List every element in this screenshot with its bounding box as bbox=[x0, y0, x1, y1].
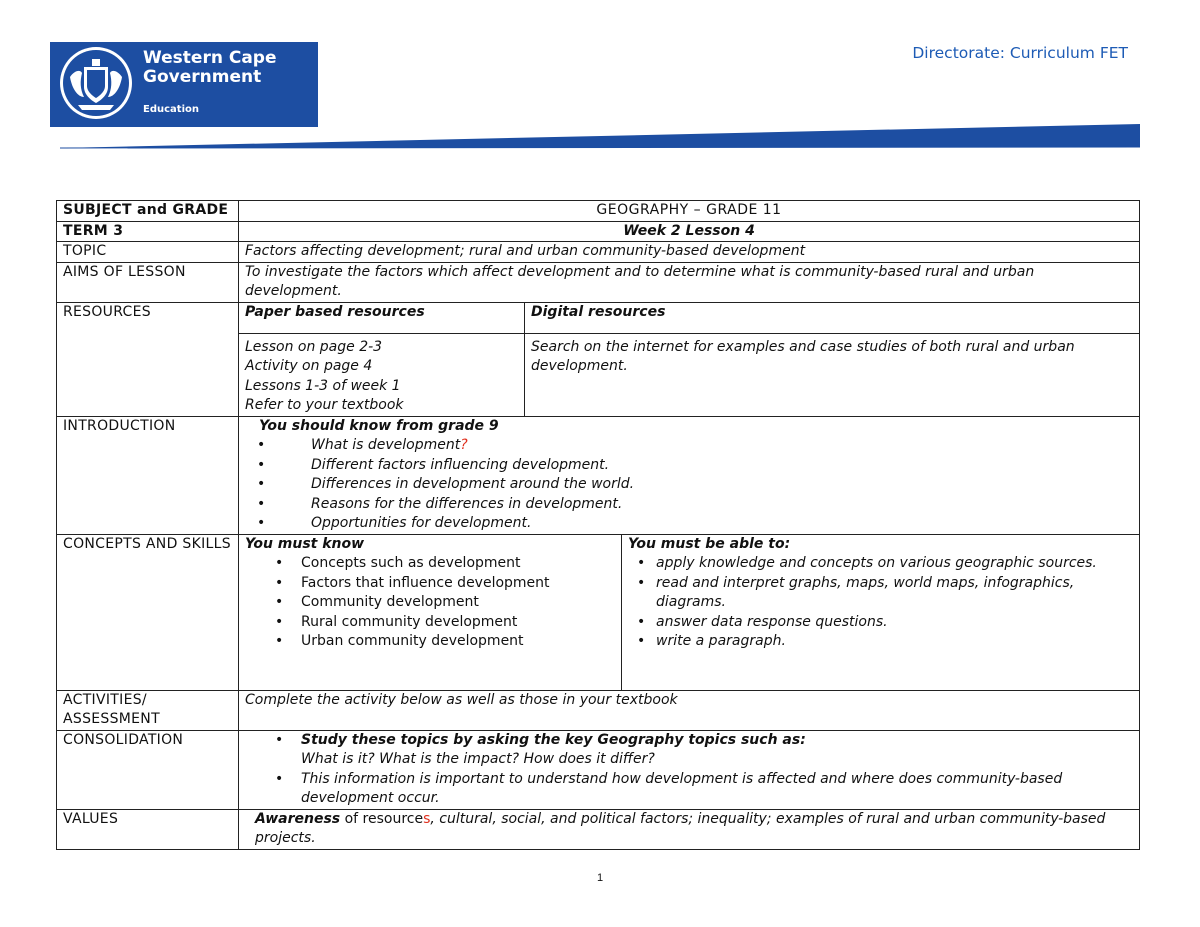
concepts-cell bbox=[239, 534, 1140, 690]
coat-of-arms-icon bbox=[58, 45, 134, 121]
header-swoosh bbox=[60, 120, 1140, 150]
list-item: • Urban community development bbox=[245, 632, 615, 652]
directorate-label: Directorate: Curriculum FET bbox=[912, 44, 1128, 62]
values-bold: Awareness bbox=[255, 810, 341, 827]
term-label: TERM 3 bbox=[57, 221, 239, 242]
activities-value: Complete the activity below as well as those in your textbook bbox=[239, 690, 1140, 730]
must-be-able-heading: You must be able to: bbox=[628, 535, 791, 552]
wcg-logo bbox=[50, 42, 318, 127]
paper-resources-heading: Paper based resources bbox=[239, 303, 525, 334]
concepts-label: CONCEPTS AND SKILLS bbox=[57, 534, 239, 690]
must-know-heading: You must know bbox=[245, 535, 365, 552]
values-value: Awareness of resources, cultural, social, and political factors; inequality; examples of rural and urban community-based projects. bbox=[239, 809, 1140, 849]
row-term bbox=[57, 221, 1140, 242]
consolidation-label: CONSOLIDATION bbox=[57, 730, 239, 809]
resources-cell bbox=[239, 302, 1140, 416]
introduction-cell bbox=[239, 416, 1140, 534]
list-item: • answer data response questions. bbox=[628, 613, 1133, 633]
consolidation-cell bbox=[239, 730, 1140, 809]
must-know-column bbox=[239, 535, 622, 690]
question-mark: ? bbox=[460, 437, 468, 453]
paper-resource-item: Activity on page 4 bbox=[245, 358, 373, 374]
term-value: Week 2 Lesson 4 bbox=[239, 221, 1140, 242]
introduction-list bbox=[245, 436, 1133, 534]
subject-value: GEOGRAPHY – GRADE 11 bbox=[239, 201, 1140, 222]
paper-resource-item: Lesson on page 2-3 bbox=[245, 338, 383, 355]
consolidation-bold: • Study these topics by asking the key Geography topics such as: bbox=[301, 731, 806, 748]
aims-label: AIMS OF LESSON bbox=[57, 262, 239, 302]
resources-label: RESOURCES bbox=[57, 302, 239, 416]
row-aims bbox=[57, 262, 1140, 302]
list-item: • Differences in development around the world. bbox=[245, 475, 1133, 495]
values-label: VALUES bbox=[57, 809, 239, 849]
list-item: • Different factors influencing development. bbox=[245, 456, 1133, 476]
subject-label: SUBJECT and GRADE bbox=[57, 201, 239, 222]
row-activities bbox=[57, 690, 1140, 730]
lesson-plan-table bbox=[56, 200, 1140, 850]
list-item: • write a paragraph. bbox=[628, 632, 1133, 652]
digital-resources-heading: Digital resources bbox=[525, 303, 1140, 334]
page-number: 1 bbox=[596, 872, 604, 884]
list-item: • Concepts such as development bbox=[245, 554, 615, 574]
paper-resource-item: Refer to your textbook bbox=[245, 397, 404, 413]
must-be-able-column bbox=[622, 535, 1140, 690]
logo-subtitle: Education bbox=[143, 104, 199, 115]
consolidation-questions: What is it? What is the impact? How does it differ? bbox=[301, 751, 655, 767]
introduction-heading: You should know from grade 9 bbox=[259, 417, 499, 434]
list-item: • apply knowledge and concepts on various geographic sources. bbox=[628, 554, 1133, 574]
aims-value: To investigate the factors which affect development and to determine what is community-based rural and urban development. bbox=[239, 262, 1140, 302]
row-topic bbox=[57, 242, 1140, 263]
list-item: • Rural community development bbox=[245, 613, 615, 633]
concepts-subtable bbox=[239, 535, 1139, 690]
activities-label: ACTIVITIES/ ASSESSMENT bbox=[57, 690, 239, 730]
consolidation-list bbox=[245, 731, 1133, 809]
paper-resources-list bbox=[239, 333, 525, 416]
list-item: • Factors that influence development bbox=[245, 574, 615, 594]
list-item: • read and interpret graphs, maps, world maps, infographics, diagrams. bbox=[628, 574, 1133, 613]
topic-label: TOPIC bbox=[57, 242, 239, 263]
list-item bbox=[245, 731, 1133, 770]
digital-resources-text: Search on the internet for examples and case studies of both rural and urban development. bbox=[531, 338, 1075, 374]
introduction-label: INTRODUCTION bbox=[57, 416, 239, 534]
resources-subtable bbox=[239, 303, 1139, 416]
row-concepts bbox=[57, 534, 1140, 690]
paper-resource-item: Lessons 1-3 of week 1 bbox=[245, 377, 401, 394]
logo-title: Western Cape Government bbox=[143, 48, 277, 87]
row-consolidation bbox=[57, 730, 1140, 809]
row-subject bbox=[57, 201, 1140, 222]
must-know-list bbox=[245, 554, 615, 652]
row-values bbox=[57, 809, 1140, 849]
topic-value: Factors affecting development; rural and urban community-based development bbox=[239, 242, 1140, 263]
list-item: • Opportunities for development. bbox=[245, 514, 1133, 534]
list-item: • This information is important to understand how development is affected and where does community-based development occur. bbox=[245, 770, 1133, 809]
row-introduction bbox=[57, 416, 1140, 534]
row-resources bbox=[57, 302, 1140, 416]
list-item: • What is development? bbox=[245, 436, 1133, 456]
list-item: • Reasons for the differences in development. bbox=[245, 495, 1133, 515]
must-be-able-list bbox=[628, 554, 1133, 652]
list-item: • Community development bbox=[245, 593, 615, 613]
